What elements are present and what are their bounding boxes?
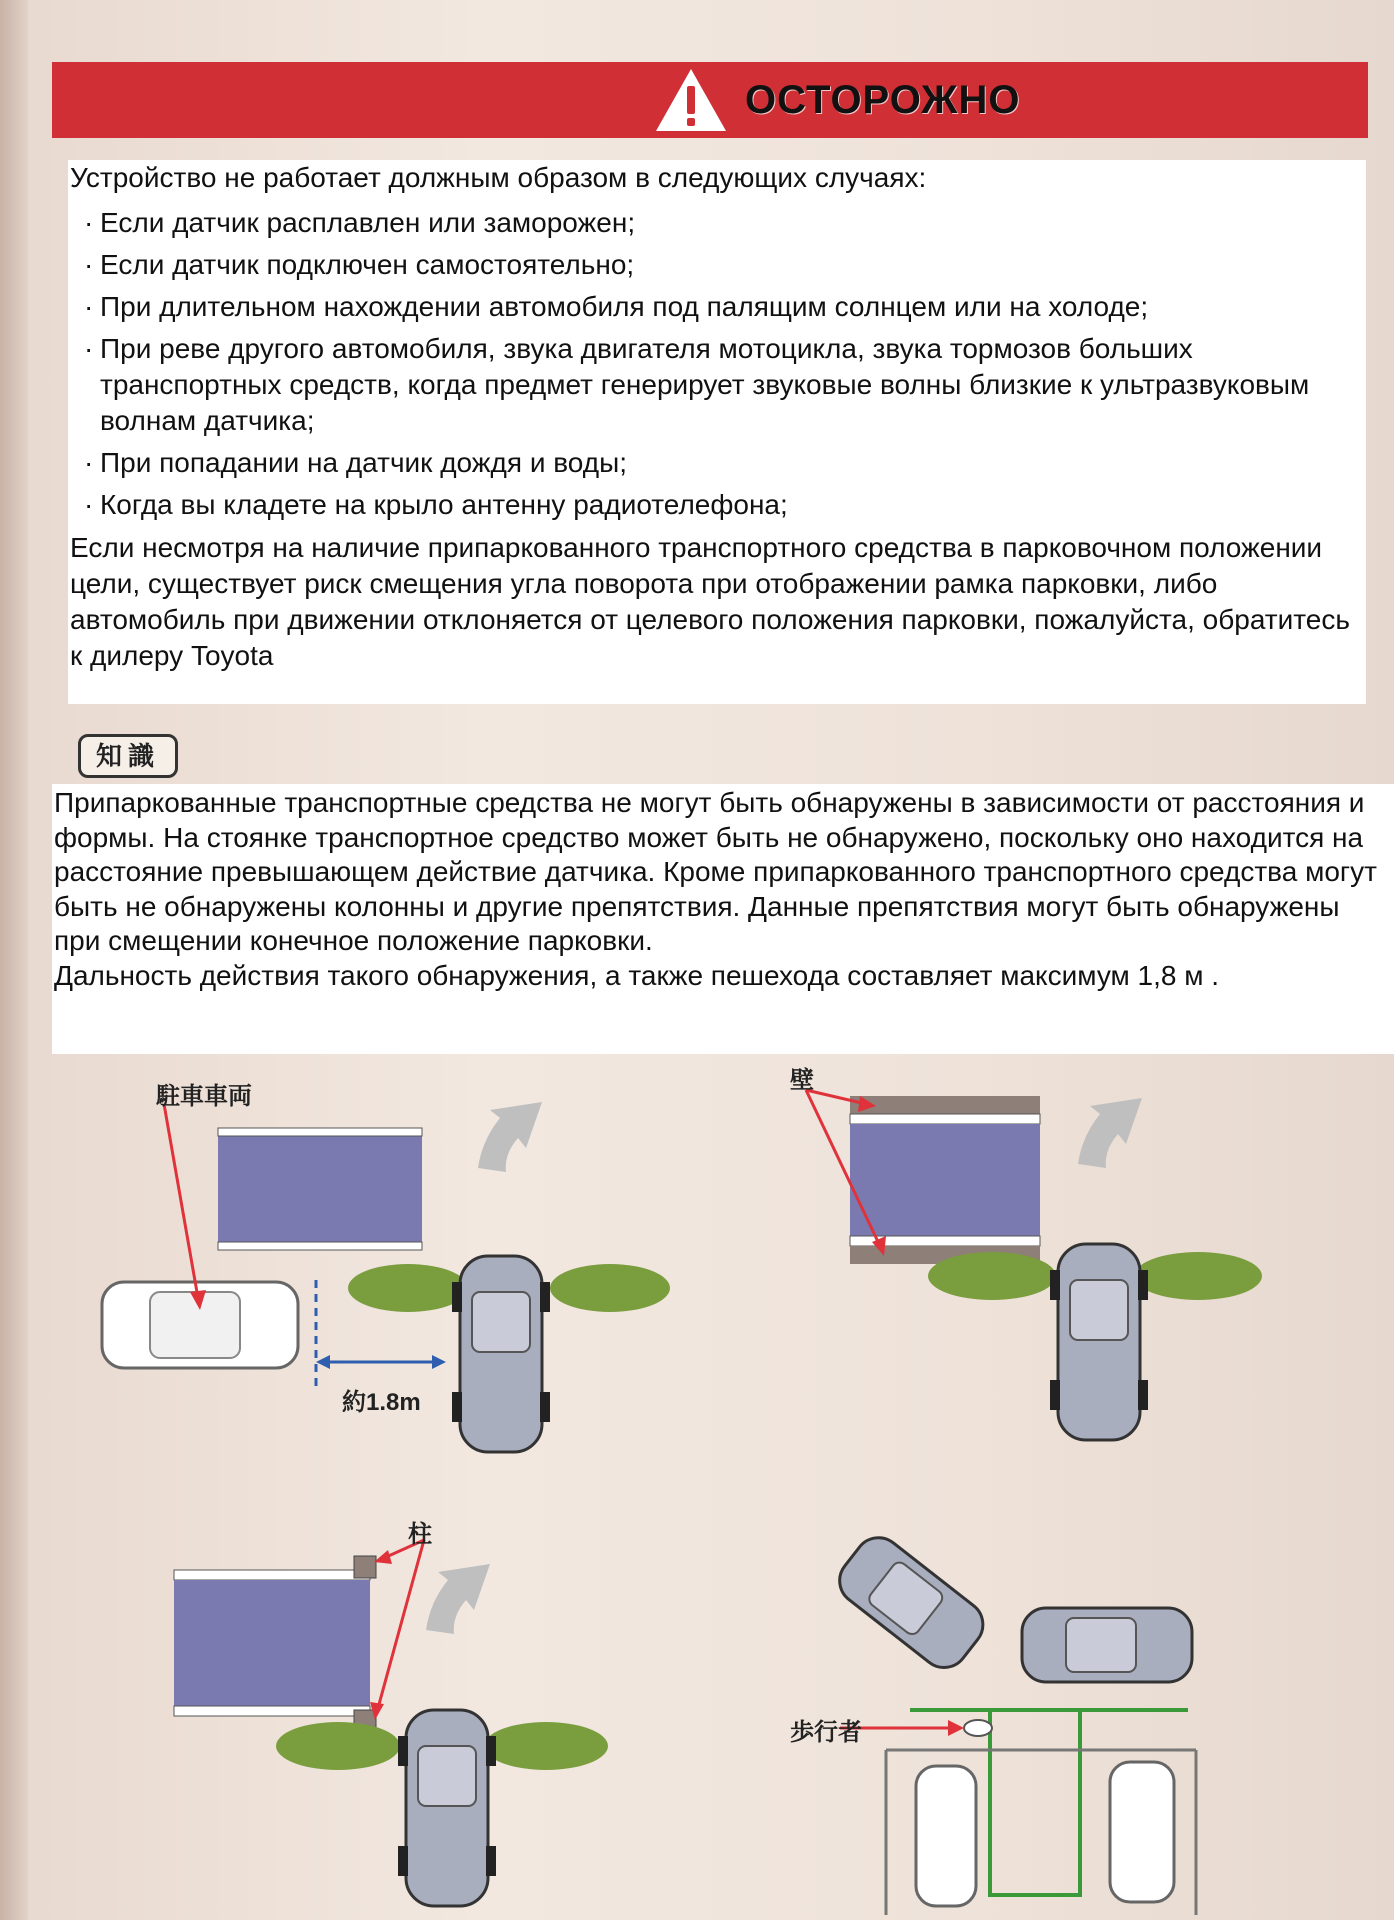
diagram-pedestrian (780, 1500, 1220, 1915)
pillar-label: 柱 (408, 1521, 432, 1548)
pedestrian-illustration (780, 1500, 1220, 1915)
warning-triangle-icon (653, 66, 729, 134)
warning-paragraph: Если несмотря на наличие припаркованного транспортного средства в парковочном положении цели, существует риск смещения угла поворота при отображении рамка парковки, либо автомобиль при движении отклоняется от целевого положения парковки, пожалуйста, обратитесь к дилеру Toyota (70, 532, 1350, 671)
parked-area-block (218, 1128, 422, 1250)
warning-title: ОСТОРОЖНО (745, 78, 1021, 122)
wall-top (850, 1096, 1040, 1114)
list-item: · Когда вы кладете на крыло антенну радиотелефона; (84, 487, 1354, 523)
list-item: · При длительном нахождении автомобиля под палящим солнцем или на холоде; (84, 289, 1354, 325)
pillar-illustration (160, 1510, 660, 1910)
angled-car (830, 1528, 993, 1677)
list-item: · Если датчик подключен самостоятельно; (84, 247, 1354, 283)
warning-bullet-list (84, 205, 1354, 529)
parked-vehicle-illustration (90, 1060, 690, 1480)
knowledge-paragraph-range: Дальность действия такого обнаружения, а также пешехода составляет максимум 1,8 м . (54, 959, 1220, 991)
wall-label: 壁 (790, 1067, 814, 1094)
parked-car-left (916, 1766, 976, 1906)
parked-vehicle-label: 駐車車両 (156, 1083, 252, 1110)
distance-label: 約1.8m (342, 1389, 421, 1416)
diagram-wall (780, 1060, 1300, 1460)
pillar-top (354, 1556, 376, 1578)
knowledge-badge: 知識 (78, 734, 178, 778)
knowledge-paragraph: Припаркованные транспортные средства не могут быть обнаружены в зависимости от расстояния и формы. На стоянке транспортное средство может быть не обнаружено, поскольку оно находится на расстояние превышающем действие датчика. Кроме припаркованного транспортного средства могут быть не обнаружены колонны и другие препятствия. Данные препятствия могут быть обнаружены при смещении конечное положение парковки. (54, 787, 1377, 956)
main-car (452, 1256, 550, 1452)
list-item: · Если датчик расплавлен или заморожен; (84, 205, 1354, 241)
knowledge-text (54, 786, 1384, 993)
diagram-parked-vehicle (90, 1060, 690, 1480)
main-car (1050, 1244, 1148, 1440)
wall-illustration (780, 1060, 1300, 1460)
diagram-pillar (160, 1510, 660, 1910)
main-car (398, 1710, 496, 1906)
parked-car-right (1110, 1762, 1174, 1902)
pedestrian-label: 歩行者 (790, 1719, 862, 1746)
warning-intro: Устройство не работает должным образом в следующих случаях: (70, 162, 927, 193)
pedestrian-figure (964, 1720, 992, 1736)
page-edge-shadow (0, 0, 28, 1920)
list-item: · При попадании на датчик дождя и воды; (84, 445, 1354, 481)
horizontal-car (1022, 1608, 1192, 1682)
list-item: · При реве другого автомобиля, звука двигателя мотоцикла, звука тормозов больших транспортных средств, когда предмет генерирует звуковые волны близкие к ультразвуковым волнам датчика; (84, 331, 1354, 439)
